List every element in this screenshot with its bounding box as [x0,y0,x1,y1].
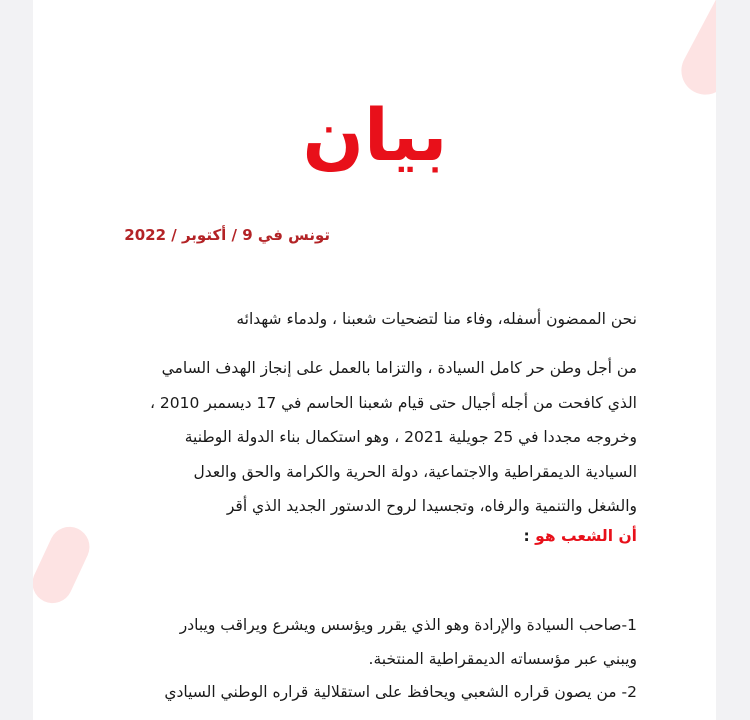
subheading-colon: : [523,527,536,545]
paragraph-line: السيادية الديمقراطية والاجتماعية، دولة الحرية والكرامة والحق والعدل [193,462,637,481]
paragraph-line: وخروجه مجددا في 25 جويلية 2021 ، وهو استكمال بناء الدولة الوطنية [184,428,637,446]
list-item-line: 1-صاحب السيادة والإرادة وهو الذي يقرر ويؤسس ويشرع ويراقب ويبادر [179,616,637,634]
subheading-text: أن الشعب هو [535,527,637,545]
list-item-1 [117,608,637,676]
paragraph-line: من أجل وطن حر كامل السيادة ، والتزاما بالعمل على إنجاز الهدف السامي [161,359,637,377]
list-item-line: ويبني عبر مؤسساته الديمقراطية المنتخبة. [368,650,637,668]
paragraph-line: والشغل والتنمية والرفاه، وتجسيدا لروح الدستور الجديد الذي أقر [226,497,637,515]
decorative-shape [33,520,96,609]
main-paragraph [117,351,637,524]
list-item-2: 2- من يصون قراره الشعبي ويحافظ على استقلالية قراره الوطني السيادي [164,683,637,701]
intro-paragraph: نحن الممضون أسفله، وفاء منا لتضحيات شعبنا ، ولدماء شهدائه [236,310,637,328]
paragraph-line: الذي كافحت من أجله أجيال حتى قيام شعبنا الحاسم في 17 ديسمبر 2010 ، [149,393,637,412]
date-line: تونس في 9 / أكتوبر / 2022 [124,226,330,244]
subheading [524,527,637,545]
document-title: بيان [302,93,448,177]
